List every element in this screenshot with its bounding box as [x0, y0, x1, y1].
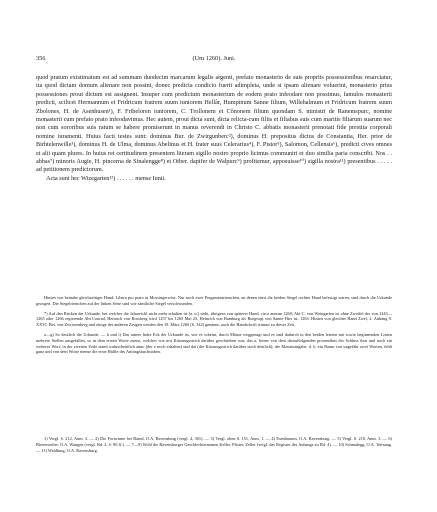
charter-paragraph: quod pratum existimatum est ad summam duodecim marcarum legalis argenti, prefato monasterio de suis propriis possessionibus resarciatur, ita quod dictam domum alienare non possint, donec predicta condicio fuerit adimpleta, unde si ipsam alienare voluerint, monasterio prius possessiones prout dictum est assignent. Insuper cum predictum monasterium de eodem prato infeodare non possimus, famulos monasterii predicti, scilicet Hermannum et Fridricum fratrem suum iuniorem Hellâr, Humpinum Sanne filium, Willehalmum et Fridricum fratrem suum Zbolones, H. de Asenhusen¹), F. Fribeloren iuniorem, C. Trollonem et Cônonem filium quondam S. ministri de Ranemspurc, nomine monasterii cum prefato prato infeodavimus. Hec autem, prout dicta sunt, dicta relicta-cum filiis et filiabus suis cum maritis filiarum suarum nec non cum sororibus suis ratum se habere promiserunt in manus reverendi in Christo C. abbatis monasterii prenotati fide prestita corporali nomine iuramenti. Huius facti testes sunt: dominus Bur. de Zwirgunberc²), dominus H. prepositus dictus de Constantia, Her. prior de Birhtelenwille³), dominus H. de Ulma, dominus Abelinus et H. frater suus Celerarius⁴), F. Pistor⁵), Salomon, Cellensis⁶), predicti cives omnes et alii quam plures. In huius rei certitudinem presentem literam sigillo nostro proprio licimus communiri et duo similia paria conscribi. Nos . . abbas⁷) minoris Augie, H. pincerna de Sinalengge⁸) et Otber. dapifer de Walpurc⁹) profitemur, apposuisse¹⁰) sigilla nostra¹¹) presentibus . . . . . ad petitionem predictorum. — [36, 74, 392, 174]
running-head: (Um 1260). Juni. — [192, 55, 236, 62]
page-header — [36, 55, 392, 65]
charter-text — [36, 74, 392, 183]
page-number: 356 — [36, 55, 46, 62]
note-dating: *) Auf den Rücken der Urkunde, bei welcher die Jahrzeichl nicht mehr erhalten ist (a. u.) steht, übrigens von späterer Hand, circa annum 1260; Abt C. von Weingarten ist ohne Zweifel der von 1243—1265 oder 1266 regierende Abt Conrad, Heinrich von Rossberg wird 1257 bis 1265 Mai 23, Heinrich von Bamburg als Burgvogt von Sanne Hirs ist, 1263. Hinten von gleicher Hand Zwei, 2. Anhang 9. XXVI. Bet. von Zwiirzenberg und einige der anderen Zeugen werden den 19. März 1260 (S. 342) genannt, auch die Handschrift stimmt zu dieser Zeit. — [36, 310, 392, 328]
footnotes — [36, 436, 392, 453]
footnote-list: 1) Vergl. S. 212, Anm. 3. — 2) Die Fortwinne bei Baind, O.A. Ravensburg (vergl. 4, 301). — 3) Vergl. oben S. 151, Anm. 1. — 4) Esenhausen, O.A. Ravensburg. — 5) Vergl. S. 210, Anm. 3. — 6) Bietenweiler, O.A. Wangen (vergl. Bd. 2, S. 86 ff.). — 7—9) Wohl die Ravensburger Geschlechternamen Keller, Pfister, Zeller (vergl. das Register des Anhangs zu Bd. 4). — 10) Schmalegg, O.A. Tettnang. — 11) Waldburg, O.A. Ravensburg. — [36, 436, 392, 453]
note-damage: a—g) So deutlich die Urkunde. — h und i) Das untere linke Eck der Urkunde ist, wie es scheint, durch Mäuse weggenagt und es sind dadurch in den beiden letzten mit sowie beginnenden Linien mehrere Stellen ausgefallen, so in dem ersten Worte zuerst, welches wie mit Kürzungsstrich darüber geschrieben war, das a, ferner von dem darauffolgenden prosentibus der Schluss ibus und noch ein weiteres Wort; in der zweiten Zeile stand wahrscheinlich anno (der e noch erhalten) und dai (der Kürzungsstrich darüber noch deutlich); die Monatsangabe, d. h. ein Raum von ungefähr zwei Worten, fehlt ganz und von dem Worte mense die erste Hälfte des Anfangsbuchstaben. — [36, 331, 392, 355]
charter-closing: Acta sunt hec Wizegarten¹²) . . . . . . mense Iunii. — [46, 174, 166, 182]
note-seals: Hinten von beinahe gleichzeitiger Hand: Libera pro prato in Mossingerwise. Nur noch zwei Pergamentriemchen, an denen einst die beiden Siegel rechter Hand befestigt waren, sind durch die Urkunde gezogen. Die Siegelriemchen auf der linken Seite sind wie sämtliche Siegel verschwunden. — [36, 295, 392, 306]
editorial-notes — [36, 295, 392, 359]
